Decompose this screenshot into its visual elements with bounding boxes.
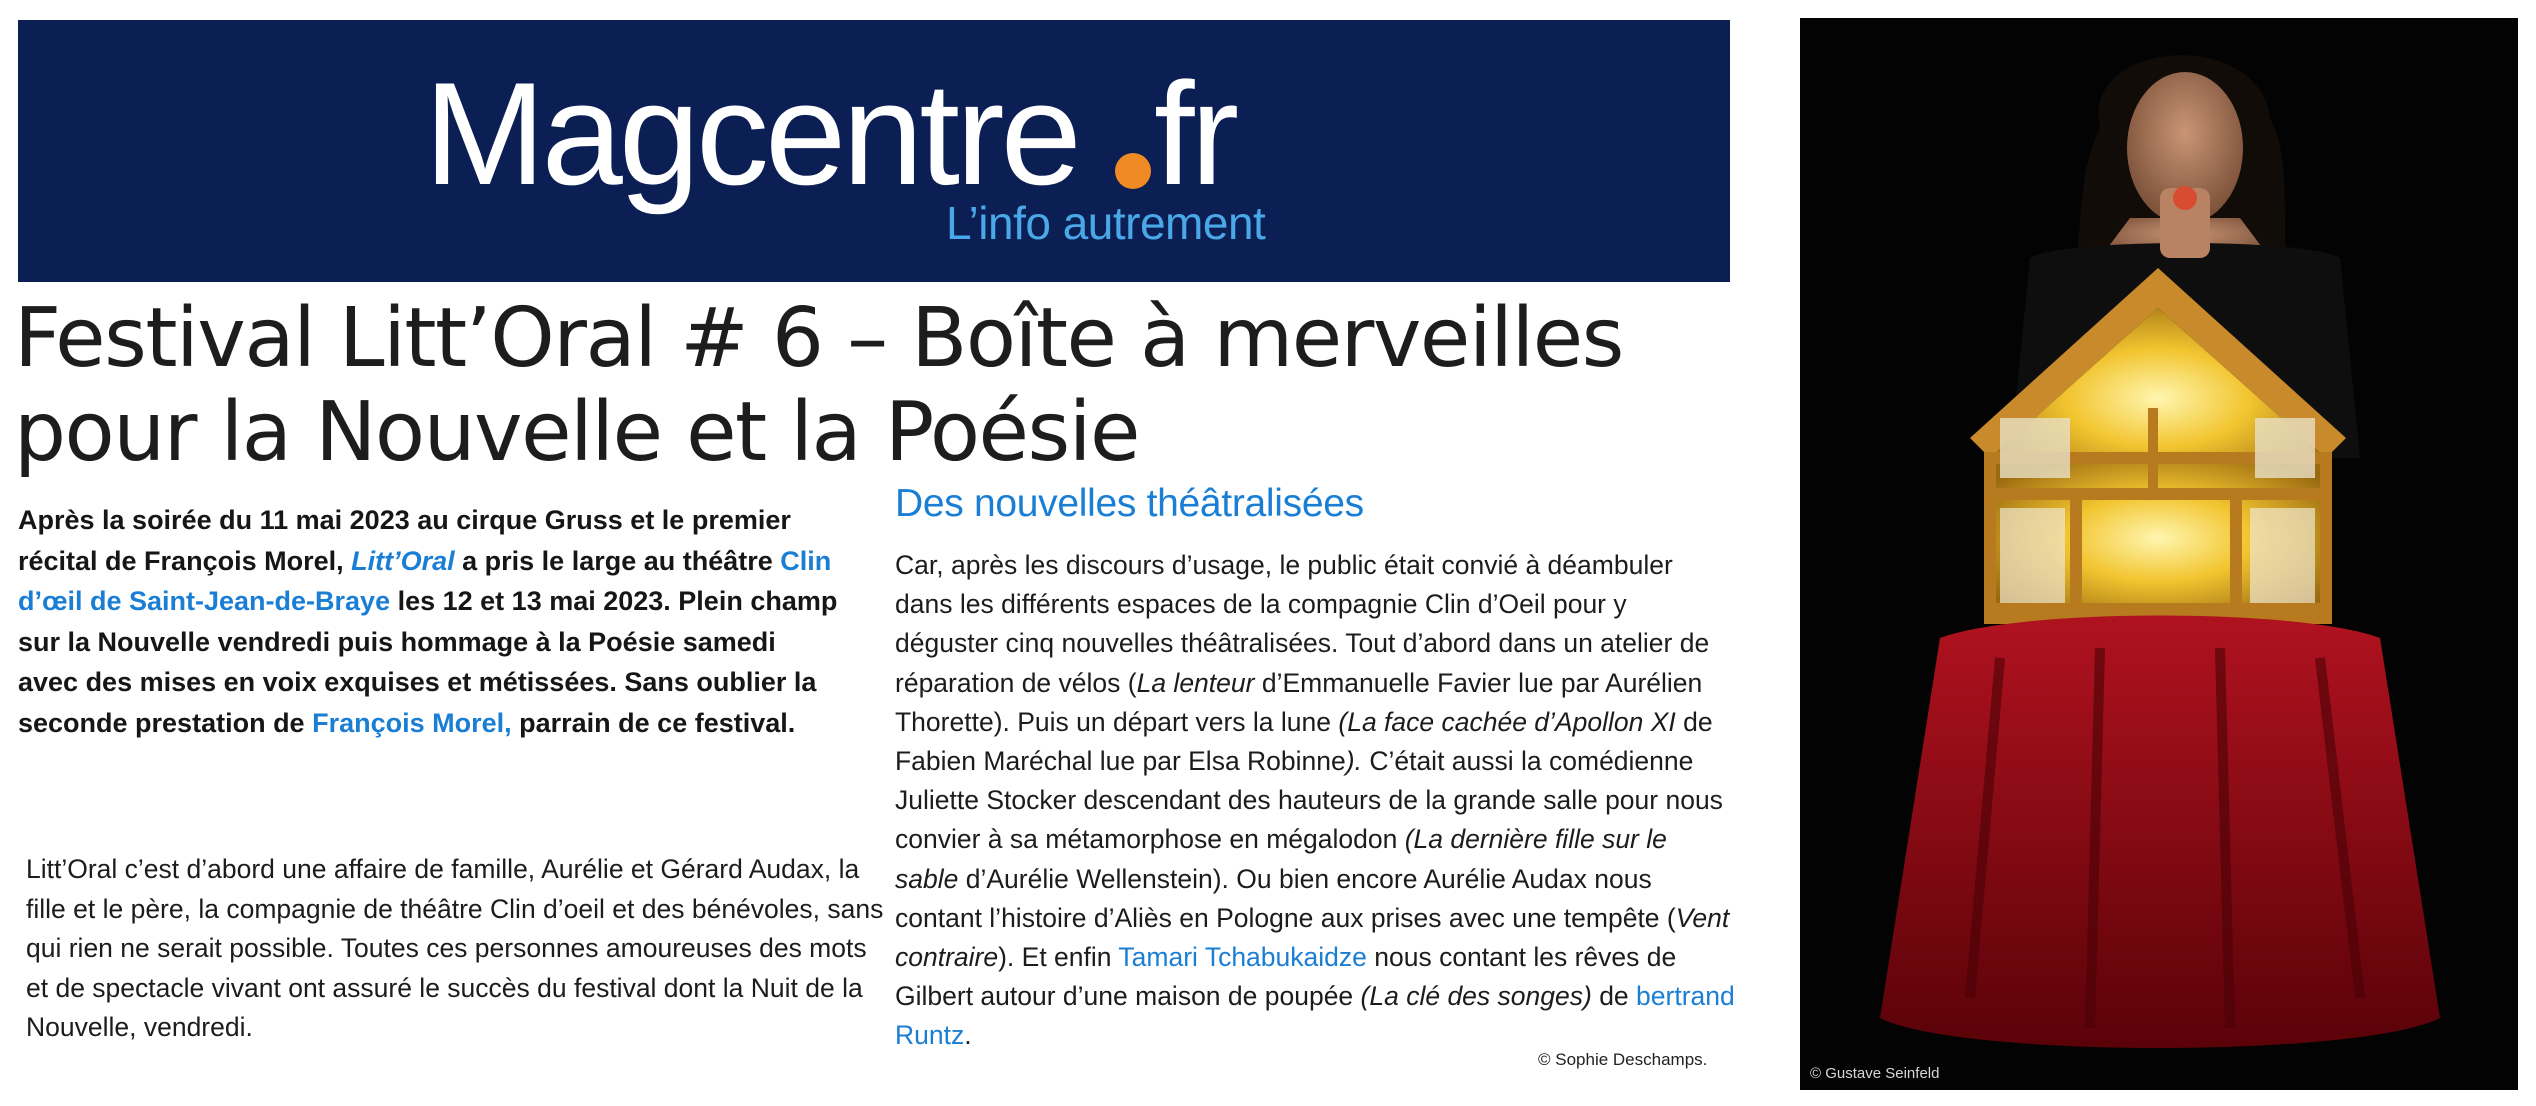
logo-tld: fr [1154, 52, 1236, 215]
section-heading: Des nouvelles théâtralisées [895, 482, 1364, 525]
lead-text-1: Après la soirée du 11 mai 2023 au cirque Gruss et le premier récital de François Morel, [18, 505, 791, 576]
body-text: C’était aussi la comédienne Juliette Stocker descendant des hauteurs de la grande salle pour nous convier à sa métamorphose en mégalodon [895, 746, 1723, 855]
article-lead [18, 500, 838, 743]
photo-credit: © Gustave Seinfeld [1810, 1065, 1940, 1082]
tamari-link[interactable]: Tamari Tchabukaidze [1118, 942, 1367, 973]
logo-dot [1115, 153, 1151, 189]
site-banner[interactable] [18, 20, 1730, 282]
logo-text: Magcentre [424, 52, 1078, 215]
dollhouse-photo [1800, 18, 2518, 1090]
body-text: d’Emmanuelle Favier lue par Aurélien Thorette). Puis un départ vers la lune [895, 667, 1703, 737]
logo-tagline: L’info autrement [946, 197, 1266, 249]
body-italic: ). [1345, 746, 1362, 777]
body-text: Car, après les discours d’usage, le public était convié à déambuler dans les différents espaces de la compagnie Clin d’Oeil pour y déguster cinq nouvelles théâtralisées. Tout d’abord dans un atelier de réparation de vélos ( [895, 550, 1710, 698]
body-text: de Fabien Maréchal lue par Elsa Robinne [895, 706, 1713, 777]
body-italic: (La clé des songes) [1360, 981, 1592, 1012]
article-title: Festival Litt’Oral # 6 – Boîte à merveilles pour la Nouvelle et la Poésie [14, 291, 1623, 480]
body-italic: (La face cachée d’Apollon XI [1338, 706, 1676, 737]
body-paragraph-left: Litt’Oral c’est d’abord une affaire de famille, Aurélie et Gérard Audax, la fille et le père, la compagnie de théâtre Clin d’oeil et des bénévoles, sans qui rien ne serait possible. Toutes ces personnes amoureuses des mots et de spectacle vivant ont assuré le succès du festival dont la Nuit de la Nouvelle, vendredi. [26, 854, 884, 1042]
body-text: d’Aurélie Wellenstein). Ou bien encore Aurélie Audax nous contant l’histoire d’Aliès en Pologne aux prises avec une tempête ( [895, 863, 1676, 933]
body-text: de [1591, 981, 1637, 1012]
body-paragraph-right [895, 546, 1735, 1056]
body-italic: Vent contraire [895, 902, 1730, 973]
body-italic: La lenteur [1136, 667, 1255, 698]
clin-doeil-link[interactable]: Clin d’œil de Saint-Jean-de-Braye [18, 545, 832, 616]
body-text: ). Et enfin [998, 942, 1119, 973]
dollhouse-illustration [1800, 18, 2518, 1090]
photo-credit-text: © Sophie Deschamps. [1538, 1050, 1708, 1069]
body-italic: (La dernière fille sur le sable [895, 824, 1667, 894]
francois-morel-link[interactable]: François Morel, [312, 707, 512, 738]
body-text: . [964, 1020, 972, 1051]
lead-text-4: parrain de ce festival. [511, 707, 796, 738]
lead-text-3: les 12 et 13 mai 2023. Plein champ sur la Nouvelle vendredi puis hommage à la Poésie samedi avec des mises en voix exquises et métissées. Sans oublier la seconde prestation de [18, 586, 838, 738]
bertrand-link[interactable]: bertrand Runtz [895, 981, 1735, 1051]
lead-text-2: a pris le large au théâtre [454, 545, 781, 576]
site-logo[interactable] [418, 46, 1318, 266]
littoral-link[interactable]: Litt’Oral [351, 545, 455, 576]
body-text: nous contant les rêves de Gilbert autour d’une maison de poupée [895, 942, 1677, 1012]
